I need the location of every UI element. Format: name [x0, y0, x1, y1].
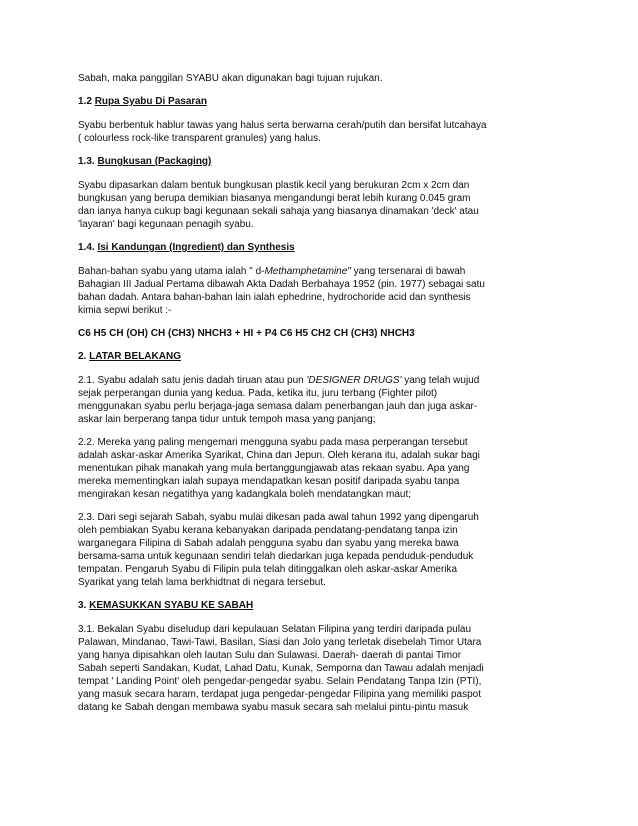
- paragraph-3-1: [78, 623, 518, 714]
- text-line: Sabah, maka panggilan SYABU akan digunakan bagi tujuan rujukan.: [78, 73, 383, 84]
- text-run-italic: 'DESIGNER DRUGS': [306, 375, 402, 386]
- text-line: datang ke Sabah dengan membawa syabu masuk secara sah melalui pintu-pintu masuk: [78, 702, 469, 713]
- text-line: adalah askar-askar Amerika Syarikat, China dan Jepun. Oleh kerana itu, adalah sukar bagi: [78, 450, 480, 461]
- text-line: Syabu berbentuk hablur tawas yang halus serta berwarna cerah/putih dan bersifat lutcahaya: [78, 120, 487, 131]
- heading-title: Bungkusan (Packaging): [97, 156, 212, 167]
- heading-title: LATAR BELAKANG: [89, 351, 181, 362]
- heading-2: [78, 350, 518, 363]
- chemical-formula: C6 H5 CH (OH) CH (CH3) NHCH3 + HI + P4 C6 H5 CH2 CH (CH3) NHCH3: [78, 328, 415, 339]
- text-line: kimia sepwi berikut :-: [78, 305, 172, 316]
- text-line: tempat ' Landing Point' oleh pengedar-pengedar syabu. Selain Pendatang Tanpa Izin (PTI),: [78, 676, 482, 687]
- text-line: Sabah seperti Sandakan, Kudat, Lahad Datu, Kunak, Semporna dan Tawau adalah menjadi: [78, 663, 484, 674]
- heading-number: 1.3.: [78, 156, 98, 167]
- text-line: bahan dadah. Antara bahan-bahan lain ialah ephedrine, hydrochoride acid dan synthesis: [78, 292, 471, 303]
- text-line: dan ianya hanya cukup bagi kegunaan sekali sahaja yang biasanya dinamakan 'deck' atau: [78, 206, 479, 217]
- text-line: 2.2. Mereka yang paling mengemari mengguna syabu pada masa perperangan tersebut: [78, 437, 468, 448]
- text-run: 2.1. Syabu adalah satu jenis dadah tiruan atau pun: [78, 375, 307, 386]
- heading-1-4: [78, 241, 518, 254]
- text-line: askar lain berperang tanpa tidur untuk tempoh masa yang panjang;: [78, 414, 376, 425]
- heading-1-2: [78, 95, 518, 108]
- heading-number: 2.: [78, 351, 90, 362]
- text-line: tempatan. Pengaruh Syabu di Filipin pula telah ditinggalkan oleh askar-askar Amerika: [78, 564, 458, 575]
- document-page: [78, 72, 518, 724]
- heading-title: KEMASUKKAN SYABU KE SABAH: [89, 600, 254, 611]
- text-line: menggunakan syabu perlu berjaga-jaga semasa dalam penerbangan jauh dan juga askar-: [78, 401, 478, 412]
- text-line: yang hanya dipisahkan oleh lautan Sulu dan Sulawasi. Daerah- daerah di pantai Timor: [78, 650, 462, 661]
- heading-1-3: [78, 155, 518, 168]
- text-line: mereka mementingkan ialah supaya mendapatkan kesan positif daripada syabu tanpa: [78, 476, 460, 487]
- heading-title: Rupa Syabu Di Pasaran: [94, 96, 207, 107]
- paragraph-1-3: [78, 179, 518, 231]
- paragraph-1-4: [78, 265, 518, 317]
- text-line: [78, 374, 518, 387]
- text-line: bersama-sama untuk kegunaan sendiri telah diedarkan juga kepada penduduk-penduduk: [78, 551, 474, 562]
- heading-title: Isi Kandungan (Ingredient) dan Synthesis: [97, 242, 295, 253]
- text-line: Bahagian III Jadual Pertama dibawah Akta Dadah Berbahaya 1952 (pin. 1977) sebagai satu: [78, 279, 485, 290]
- text-line: [78, 265, 518, 278]
- text-line: mengirakan kesan negatithya yang kadangkala boleh mendatangkan maut;: [78, 489, 412, 500]
- text-line: Syarikat yang telah lama berkhidtnat di negara tersebut.: [78, 577, 326, 588]
- text-line: 2.3. Dari segi sejarah Sabah, syabu mulai dikesan pada awal tahun 1992 yang dipengaruh: [78, 512, 479, 523]
- paragraph-1-2: [78, 119, 518, 145]
- text-line: menentukan pihak manakah yang mula bertanggungjawab atas rekaan syabu. Apa yang: [78, 463, 470, 474]
- text-run: yang tersenarai di bawah: [350, 266, 466, 277]
- text-run: Bahan-bahan syabu yang utama ialah " d-: [78, 266, 265, 277]
- paragraph-2-2: [78, 436, 518, 501]
- heading-3: [78, 599, 518, 612]
- text-line: 'layaran' bagi kegunaan penagih syabu.: [78, 219, 254, 230]
- paragraph-2-3: [78, 511, 518, 589]
- text-line: Syabu dipasarkan dalam bentuk bungkusan plastik kecil yang berukuran 2cm x 2cm dan: [78, 180, 470, 191]
- paragraph-2-1: [78, 374, 518, 426]
- paragraph-intro: [78, 72, 518, 85]
- text-line: oleh pembiakan Syabu kerana kebanyakan daripada pendatang-pendatang tanpa izin: [78, 525, 458, 536]
- text-line: 3.1. Bekalan Syabu diseludup dari kepulauan Selatan Filipina yang terdiri daripada pulau: [78, 624, 472, 635]
- heading-number: 1.4.: [78, 242, 98, 253]
- text-run: yang telah wujud: [401, 375, 480, 386]
- text-line: warganegara Filipina di Sabah adalah pengguna syabu dan syabu yang mereka bawa: [78, 538, 459, 549]
- text-line: bungkusan yang berupa demikian biasanya mengandungi berat lebih kurang 0.045 gram: [78, 193, 471, 204]
- text-line: Palawan, Mindanao, Tawi-Tawi, Basilan, Siasi dan Jolo yang terletak disebelah Timor Utara: [78, 637, 482, 648]
- text-line: ( colourless rock-like transparent granules) yang halus.: [78, 133, 321, 144]
- heading-number: 1.2: [78, 96, 95, 107]
- heading-number: 3.: [78, 600, 90, 611]
- text-line: yang masuk secara haram, terdapat juga pengedar-pengedar Filipina yang memiliki paspot: [78, 689, 482, 700]
- text-run-italic: Methamphetamine": [264, 266, 351, 277]
- text-line: sejak perperangan dunia yang kedua. Pada, ketika itu, juru terbang (Fighter pilot): [78, 388, 438, 399]
